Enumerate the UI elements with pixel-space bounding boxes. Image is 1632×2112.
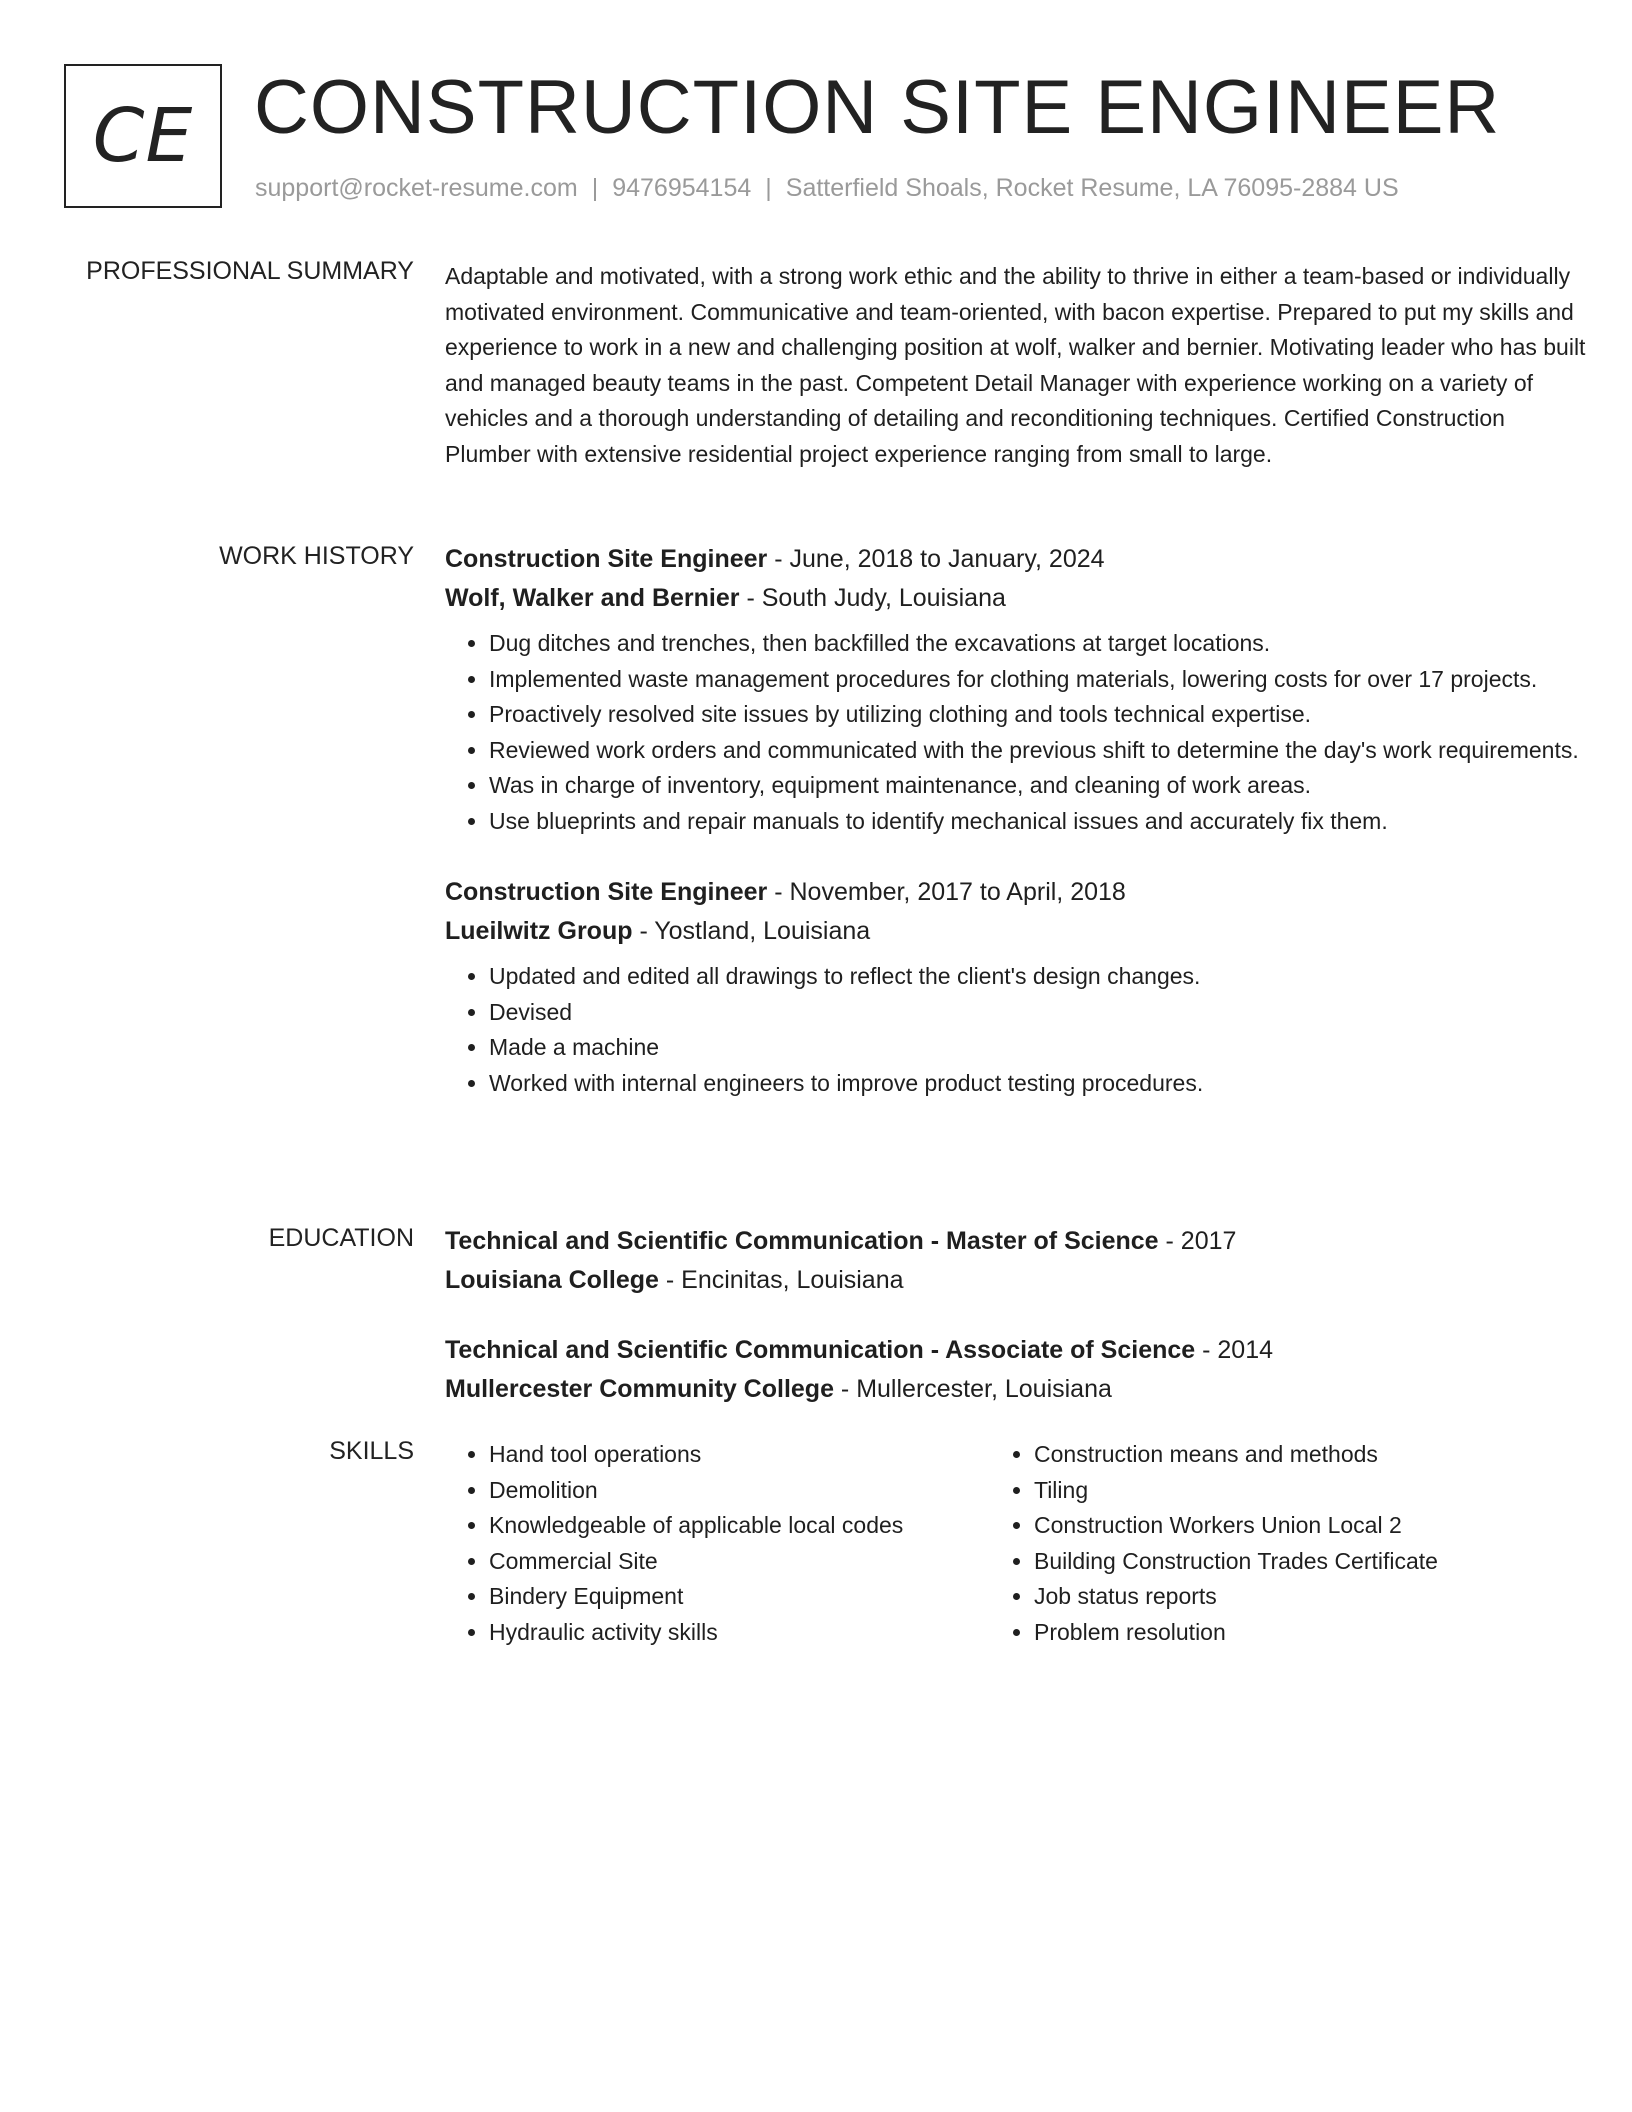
job-role: Construction Site Engineer bbox=[445, 545, 768, 573]
resume-header bbox=[64, 64, 1584, 214]
job-entry bbox=[445, 540, 1595, 839]
job-entry bbox=[445, 873, 1595, 1101]
contact-separator: | bbox=[591, 174, 599, 202]
list-item: • Commercial Site bbox=[489, 1544, 990, 1580]
skills-list bbox=[990, 1437, 1535, 1651]
education-school: Mullercester Community College bbox=[445, 1375, 834, 1403]
job-company-line bbox=[445, 579, 1595, 618]
skills-list bbox=[445, 1437, 990, 1651]
skills-column-right bbox=[990, 1437, 1535, 1651]
education-location: - Encinitas, Louisiana bbox=[658, 1266, 904, 1294]
list-item: • Reviewed work orders and communicated with the previous shift to determine the day's work requirements. bbox=[489, 733, 1595, 769]
education-body bbox=[445, 1222, 1595, 1409]
job-role: Construction Site Engineer bbox=[445, 878, 768, 906]
list-item: • Was in charge of inventory, equipment maintenance, and cleaning of work areas. bbox=[489, 768, 1595, 804]
job-company: Wolf, Walker and Bernier bbox=[445, 584, 740, 612]
job-title-line bbox=[445, 540, 1595, 579]
list-item: • Job status reports bbox=[1034, 1579, 1535, 1615]
job-location: - Yostland, Louisiana bbox=[632, 917, 871, 945]
list-item: • Proactively resolved site issues by utilizing clothing and tools technical expertise. bbox=[489, 697, 1595, 733]
contact-address: Satterfield Shoals, Rocket Resume, LA 76095-2884 US bbox=[785, 174, 1399, 202]
education-location: - Mullercester, Louisiana bbox=[833, 1375, 1112, 1403]
education-school: Louisiana College bbox=[445, 1266, 659, 1294]
work-history-body bbox=[445, 540, 1595, 1101]
contact-phone[interactable]: 9476954154 bbox=[612, 174, 752, 202]
summary-heading: PROFESSIONAL SUMMARY bbox=[86, 257, 414, 285]
summary-text: Adaptable and motivated, with a strong work ethic and the ability to thrive in either a team-based or individually motivated environment. Communicative and team-oriented, with bacon expertise. Prepared to put my skills and experience to work in a new and challenging position at wolf, walker and bernier. Motivating leader who has built and managed beauty teams in the past. Competent Detail Manager with experience working on a variety of vehicles and a thorough understanding of detailing and reconditioning techniques. Certified Construction Plumber with extensive residential project experience ranging from small to large. bbox=[445, 263, 1586, 467]
list-item: • Construction Workers Union Local 2 bbox=[1034, 1508, 1535, 1544]
education-heading: EDUCATION bbox=[268, 1224, 414, 1252]
list-item: • Made a machine bbox=[489, 1030, 1595, 1066]
education-degree: Technical and Scientific Communication - Associate of Science bbox=[445, 1336, 1196, 1364]
education-degree-line bbox=[445, 1222, 1595, 1261]
education-degree: Technical and Scientific Communication - Master of Science bbox=[445, 1227, 1159, 1255]
list-item: • Demolition bbox=[489, 1473, 990, 1509]
education-school-line bbox=[445, 1370, 1595, 1409]
list-item: • Use blueprints and repair manuals to identify mechanical issues and accurately fix them. bbox=[489, 804, 1595, 840]
job-dates: - November, 2017 to April, 2018 bbox=[767, 878, 1126, 906]
list-item: • Bindery Equipment bbox=[489, 1579, 990, 1615]
job-bullets bbox=[445, 626, 1595, 839]
monogram-logo: CE bbox=[64, 64, 222, 208]
education-entry bbox=[445, 1331, 1595, 1409]
education-school-line bbox=[445, 1261, 1595, 1300]
job-title-line bbox=[445, 873, 1595, 912]
job-dates: - June, 2018 to January, 2024 bbox=[767, 545, 1105, 573]
contact-email[interactable]: support@rocket-resume.com bbox=[255, 174, 578, 202]
page-title: CONSTRUCTION SITE ENGINEER bbox=[254, 65, 1501, 150]
list-item: • Dug ditches and trenches, then backfilled the excavations at target locations. bbox=[489, 626, 1595, 662]
job-company-line bbox=[445, 912, 1595, 951]
list-item: • Construction means and methods bbox=[1034, 1437, 1535, 1473]
work-history-heading: WORK HISTORY bbox=[219, 542, 414, 570]
list-item: • Tiling bbox=[1034, 1473, 1535, 1509]
list-item: • Worked with internal engineers to improve product testing procedures. bbox=[489, 1066, 1595, 1102]
job-location: - South Judy, Louisiana bbox=[739, 584, 1006, 612]
list-item: • Hand tool operations bbox=[489, 1437, 990, 1473]
education-degree-line bbox=[445, 1331, 1595, 1370]
job-company: Lueilwitz Group bbox=[445, 917, 633, 945]
skills-column-left bbox=[445, 1437, 990, 1651]
skills-columns bbox=[445, 1437, 1595, 1651]
education-entry bbox=[445, 1222, 1595, 1300]
skills-body bbox=[445, 1437, 1595, 1651]
list-item: • Hydraulic activity skills bbox=[489, 1615, 990, 1651]
list-item: • Implemented waste management procedures for clothing materials, lowering costs for over 17 projects. bbox=[489, 662, 1595, 698]
job-bullets bbox=[445, 959, 1595, 1101]
education-year: - 2014 bbox=[1195, 1336, 1274, 1364]
contact-line bbox=[255, 174, 1399, 203]
list-item: • Updated and edited all drawings to reflect the client's design changes. bbox=[489, 959, 1595, 995]
list-item: • Building Construction Trades Certificate bbox=[1034, 1544, 1535, 1580]
contact-separator: | bbox=[765, 174, 772, 202]
list-item: • Knowledgeable of applicable local codes bbox=[489, 1508, 990, 1544]
skills-heading: SKILLS bbox=[329, 1437, 414, 1465]
education-year: - 2017 bbox=[1158, 1227, 1237, 1255]
list-item: • Devised bbox=[489, 995, 1595, 1031]
list-item: • Problem resolution bbox=[1034, 1615, 1535, 1651]
